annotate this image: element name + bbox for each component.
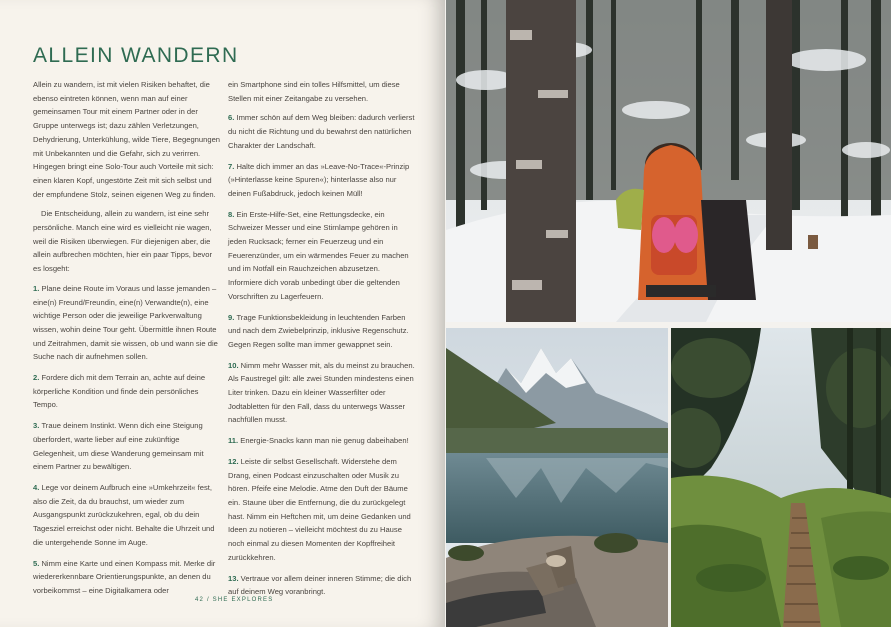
continuation-paragraph: ein Smartphone sind ein tolles Hilfsmittel, um diese Stellen mit einer Zeitangabe zu versehen. (228, 80, 400, 103)
tip-item (33, 557, 221, 598)
tip-number: 7. (228, 161, 237, 171)
text-column-left (33, 78, 221, 605)
tip-text: Fordere dich mit dem Terrain an, achte auf deine körperliche Kondition und finde dein persönliches Tempo. (33, 373, 206, 410)
mountain-lake-boots-photo (446, 328, 668, 627)
tip-number: 11. (228, 436, 241, 446)
article-title: ALLEIN WANDERN (33, 44, 239, 67)
tip-text: Lege vor deinem Aufbruch eine »Umkehrzeit« fest, also die Zeit, da du brauchst, um wieder zum Ausgangspunkt zurückzukehren, egal, ob du dein Tagesziel erreichst oder nicht. Behalte die Uhrzeit und die untergehende Sonne im Auge. (33, 482, 215, 547)
tip-number: 12. (228, 456, 241, 466)
intro-paragraph: Allein zu wandern, ist mit vielen Risiken behaftet, die ebenso eintreten können, wenn man auf einer gemeinsamen Tour mit einem Partner oder in der Gruppe unterwegs ist; dazu zählen Verletzungen, Dehydrierung, Unterkühlung, wilde Tiere, Begegnungen mit Unbekannten und die Gefahr, sich zu verirren. Hingegen bringt eine Solo-Tour auch Vorteile mit sich: einen klaren Kopf, ungestörte Zeit mit sich selbst und der empfundene Stolz, seinen eigenen Weg zu finden. (33, 80, 221, 199)
tip-item (33, 419, 221, 474)
tip-number: 13. (228, 573, 241, 583)
intro-paragraph: Die Entscheidung, allein zu wandern, ist eine sehr persönliche. Manch eine wird es vielleicht nie wagen, weil die Risiken überwiegen. Für diejenigen aber, die allein aufbrechen möchten, hier ein paar Tipps, bevor es losgeht: (33, 209, 212, 274)
tip-number: 5. (33, 558, 42, 568)
tip-item (228, 160, 416, 201)
tip-text: Nimm mehr Wasser mit, als du meinst zu brauchen. Als Faustregel gilt: alle zwei Stunden mindestens einen Liter trinken. Dazu ein kleiner Wasserfilter oder Jodtabletten für den Fall, dass du unterwegs Wasser nachfüllen musst. (228, 360, 415, 425)
tip-text: Immer schön auf dem Weg bleiben: dadurch verlierst du nicht die Richtung und du bewahrst den natürlichen Charakter der Landschaft. (228, 113, 415, 150)
tip-text: Nimm eine Karte und einen Kompass mit. Merke dir wiedererkennbare Orientierungspunkte, an denen du vorbeikommst – eine Digitalkamera oder (33, 558, 216, 595)
tip-number: 2. (33, 373, 42, 383)
tip-item (228, 434, 416, 448)
snow-forest-hiker-photo (446, 0, 891, 322)
tip-number: 8. (228, 209, 237, 219)
text-column-right (228, 78, 416, 606)
tip-item (33, 371, 221, 412)
tip-text: Traue deinem Instinkt. Wenn dich eine Steigung überfordert, warte lieber auf eine zukünftige Gelegenheit, um diese Wanderung gemeinsam mit einem Partner zu bewältigen. (33, 421, 204, 472)
tip-number: 3. (33, 421, 42, 431)
tip-item (33, 481, 221, 550)
tip-number: 1. (33, 283, 42, 293)
left-page (0, 0, 445, 627)
tip-text: Vertraue vor allem deiner inneren Stimme; die dich auf deinem Weg voranbringt. (228, 573, 412, 597)
page-folio: 42 / SHE EXPLORES (195, 597, 274, 603)
tip-item (228, 111, 416, 152)
tip-text: Halte dich immer an das »Leave-No-Trace«-Prinzip (»Hinterlasse keine Spuren«); hinterlasse also nur deinen Fußabdruck, jedoch keinen Müll! (228, 161, 410, 198)
tip-text: Plane deine Route im Voraus und lasse jemanden – eine(n) Freund/Freundin, eine(n) Verwandte(n), eine wichtige Person oder die jeweilige Parkverwaltung wissen, wohin deine Tour geht. Übermittle ihnen Route und Zeitrahmen, damit sie wissen, ob und wann sie die Suche nach dir aufnehmen sollen. (33, 283, 218, 362)
tip-text: Ein Erste-Hilfe-Set, eine Rettungsdecke, ein Schweizer Messer und eine Stirnlampe gehören in jeden Rucksack; ferner ein Feuerzeug und ein Feuerenzünder, um ein wärmendes Feuer zu machen und im Notfall ein Rauchzeichen abzusetzen. Informiere dich vorab unbedingt über die geltenden Vorschriften zu Lagerfeuern. (228, 209, 409, 301)
tip-item (228, 359, 416, 428)
tip-item (228, 455, 416, 565)
tip-number: 9. (228, 312, 237, 322)
tip-item (228, 208, 416, 304)
tip-text: Trage Funktionsbekleidung in leuchtenden Farben und nach dem Zwiebelprinzip, inklusive Regenschutz. Gegen Regen sollte man immer gewappnet sein. (228, 312, 409, 349)
tip-number: 6. (228, 113, 237, 123)
tip-text: Energie-Snacks kann man nie genug dabeihaben! (240, 436, 409, 446)
tip-item (33, 282, 221, 364)
tip-item (228, 572, 416, 599)
tip-number: 4. (33, 482, 42, 492)
forest-boardwalk-photo (671, 328, 891, 627)
tip-item (228, 311, 416, 352)
tip-number: 10. (228, 360, 241, 370)
tip-text: Leiste dir selbst Gesellschaft. Widerstehe dem Drang, einen Podcast einzuschalten oder Musik zu hören. Pfeife eine Melodie. Atme den Duft der Bäume ein. Staune über die Entfernung, die du zurückgelegt hast. Nimm ein Heftchen mit, um deine Gedanken und Ideen zu notieren – vielleicht möchtest du zu Hause noch einmal zu diesen Momenten der Kopffreiheit zurückkehren. (228, 456, 411, 562)
